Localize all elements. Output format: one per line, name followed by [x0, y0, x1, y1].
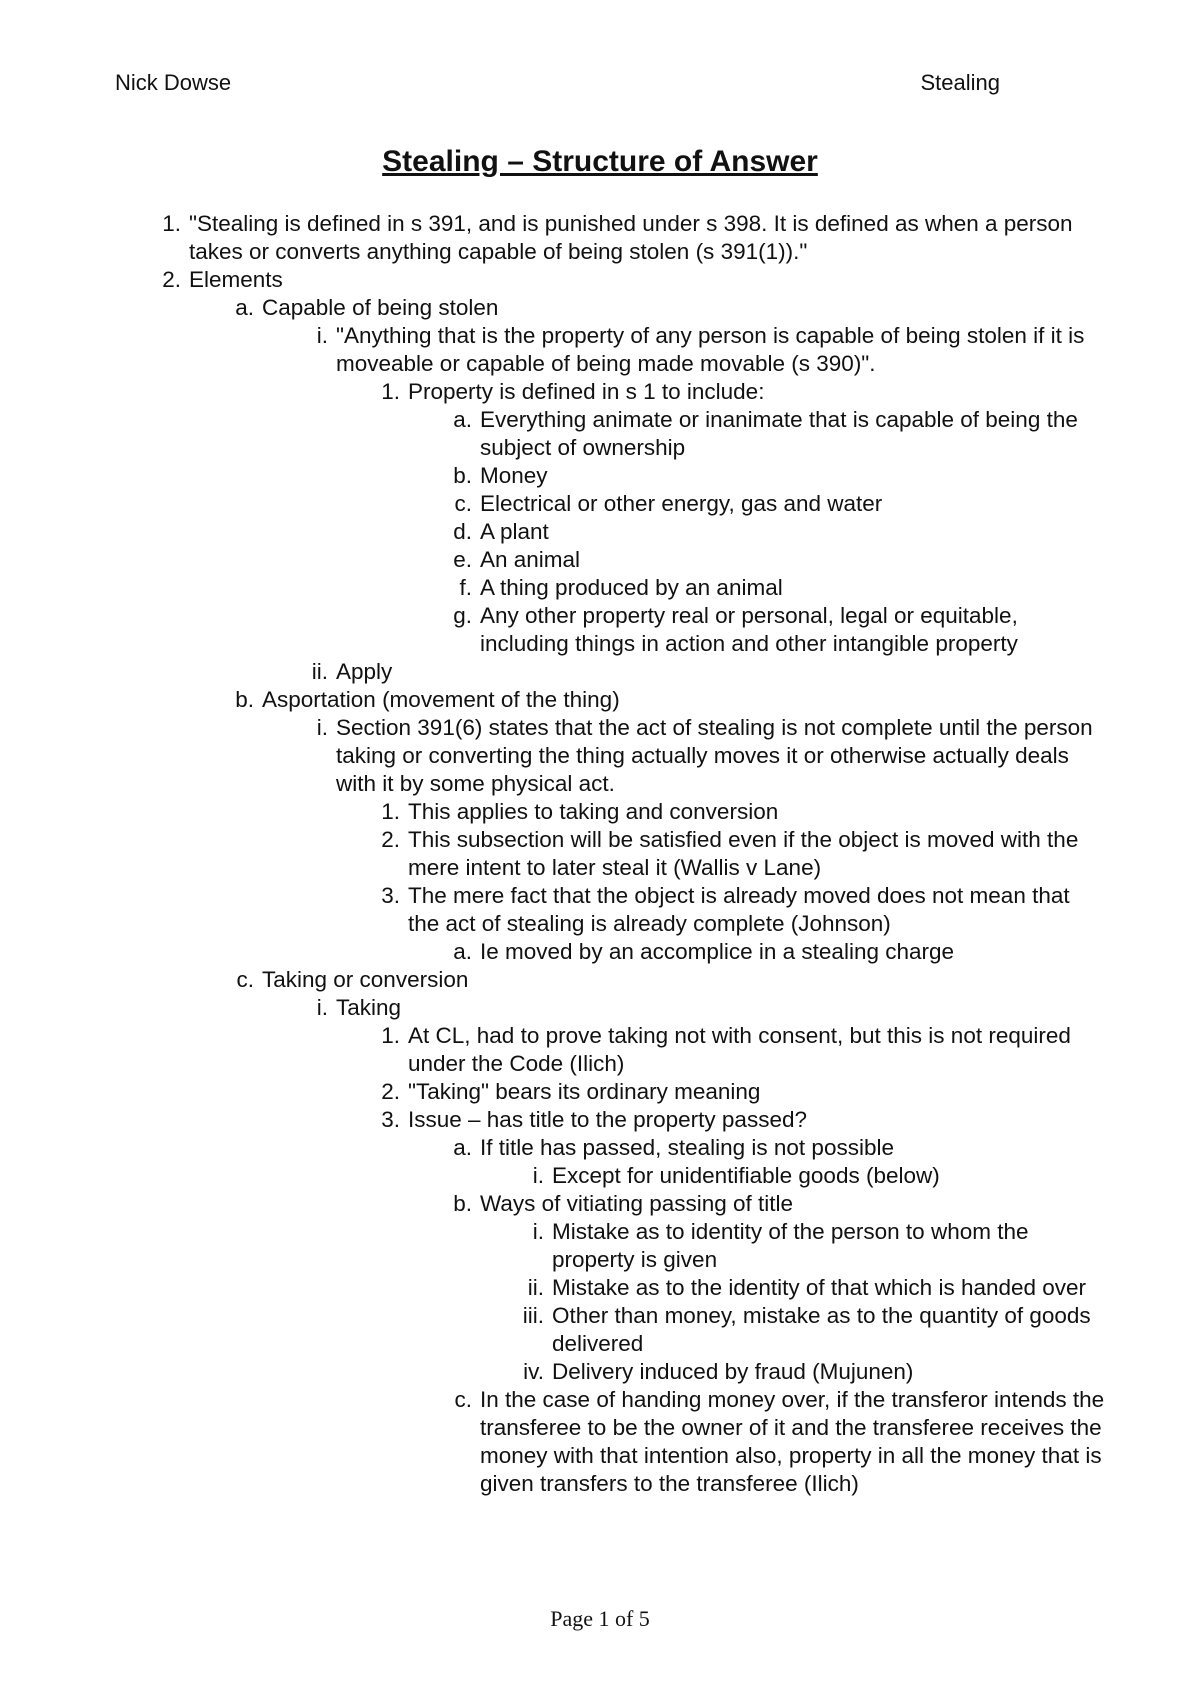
outline-text: Issue – has title to the property passed? — [408, 1107, 807, 1132]
outline-item — [0, 406, 1200, 462]
outline-item — [0, 294, 1200, 322]
document-title: Stealing – Structure of Answer — [382, 145, 818, 178]
outline-marker: 2. — [162, 267, 181, 292]
outline-item — [0, 1358, 1200, 1386]
outline-marker: d. — [453, 519, 472, 544]
outline-marker: iv. — [523, 1359, 544, 1384]
outline-marker: a. — [235, 295, 254, 320]
outline-text: "Stealing is defined in s 391, and is punished under s 398. It is defined as when a person takes or converts anything capable of being stolen (s 391(1))." — [189, 211, 1073, 264]
outline-text: Other than money, mistake as to the quantity of goods delivered — [552, 1303, 1091, 1356]
outline-text: If title has passed, stealing is not possible — [480, 1135, 894, 1160]
outline-text: Mistake as to the identity of that which is handed over — [552, 1275, 1087, 1300]
outline-item — [0, 574, 1200, 602]
outline-marker: ii. — [527, 1275, 544, 1300]
outline-item — [0, 994, 1200, 1022]
outline-text: Except for unidentifiable goods (below) — [552, 1163, 940, 1188]
outline-marker: i. — [532, 1219, 544, 1244]
outline-marker: b. — [453, 463, 472, 488]
outline-item — [0, 1218, 1200, 1274]
outline-marker: i. — [316, 995, 328, 1020]
outline-marker: a. — [453, 1135, 472, 1160]
outline-text: Taking — [336, 995, 402, 1020]
outline-text: An animal — [480, 547, 581, 572]
outline-marker: i. — [316, 323, 328, 348]
outline-text: Mistake as to identity of the person to whom the property is given — [552, 1219, 1029, 1272]
outline-marker: c. — [454, 1387, 472, 1412]
outline-text: Taking or conversion — [262, 967, 469, 992]
outline-item — [0, 1386, 1200, 1498]
outline-marker: 3. — [381, 883, 400, 908]
outline-text: At CL, had to prove taking not with consent, but this is not required under the Code (Ilich) — [408, 1023, 1071, 1076]
outline-item — [0, 1022, 1200, 1078]
outline-marker: a. — [453, 407, 472, 432]
outline-item — [0, 1162, 1200, 1190]
outline-item — [0, 546, 1200, 574]
outline-text: Elements — [189, 267, 283, 292]
outline-item — [0, 322, 1200, 378]
outline-marker: b. — [453, 1191, 472, 1216]
outline-marker: 3. — [381, 1107, 400, 1132]
outline-text: Ways of vitiating passing of title — [480, 1191, 794, 1216]
outline-marker: 2. — [381, 1079, 400, 1104]
outline-item — [0, 658, 1200, 686]
outline-item — [0, 1302, 1200, 1358]
outline-item — [0, 1134, 1200, 1162]
outline-text: Money — [480, 463, 548, 488]
outline-item — [0, 266, 1200, 294]
outline-marker: 1. — [381, 379, 400, 404]
outline-text: This subsection will be satisfied even if the object is moved with the mere intent to later steal it (Wallis v Lane) — [408, 827, 1079, 880]
outline-text: Asportation (movement of the thing) — [262, 687, 620, 712]
outline-marker: b. — [235, 687, 254, 712]
outline-text: Property is defined in s 1 to include: — [408, 379, 765, 404]
outline-item — [0, 462, 1200, 490]
outline-marker: i. — [316, 715, 328, 740]
outline-text: Electrical or other energy, gas and water — [480, 491, 883, 516]
outline-marker: 1. — [381, 1023, 400, 1048]
outline-text: Any other property real or personal, legal or equitable, including things in action and other intangible property — [480, 603, 1018, 656]
outline-marker: 2. — [381, 827, 400, 852]
outline-item — [0, 490, 1200, 518]
outline-item — [0, 714, 1200, 798]
outline-item — [0, 938, 1200, 966]
header-topic: Stealing — [920, 70, 1000, 95]
outline-item — [0, 826, 1200, 882]
outline-item — [0, 1274, 1200, 1302]
outline-marker: c. — [454, 491, 472, 516]
outline-text: "Anything that is the property of any person is capable of being stolen if it is moveable or capable of being made movable (s 390)". — [336, 323, 1085, 376]
outline-marker: g. — [453, 603, 472, 628]
outline-text: This applies to taking and conversion — [408, 799, 779, 824]
outline-text: Delivery induced by fraud (Mujunen) — [552, 1359, 914, 1384]
outline-item — [0, 602, 1200, 658]
outline-text: Ie moved by an accomplice in a stealing charge — [480, 939, 955, 964]
outline-item — [0, 798, 1200, 826]
outline-item — [0, 966, 1200, 994]
outline-text: A thing produced by an animal — [480, 575, 783, 600]
outline-marker: ii. — [311, 659, 328, 684]
outline-text: A plant — [480, 519, 549, 544]
outline-item — [0, 1078, 1200, 1106]
outline-item — [0, 1190, 1200, 1218]
outline-marker: c. — [236, 967, 254, 992]
outline-marker: i. — [532, 1163, 544, 1188]
outline-item — [0, 378, 1200, 406]
outline-marker: 1. — [381, 799, 400, 824]
outline-text: Everything animate or inanimate that is capable of being the subject of ownership — [480, 407, 1078, 460]
outline-marker: f. — [459, 575, 472, 600]
header-author: Nick Dowse — [115, 70, 232, 95]
page-number: Page 1 of 5 — [550, 1606, 650, 1631]
outline-marker: 1. — [162, 211, 181, 236]
outline-item — [0, 210, 1200, 266]
outline-item — [0, 1106, 1200, 1134]
outline-marker: e. — [453, 547, 472, 572]
outline-text: Section 391(6) states that the act of stealing is not complete until the person taking or converting the thing actually moves it or otherwise actually deals with it by some physical act. — [336, 715, 1093, 796]
outline-list — [0, 210, 1200, 1498]
outline-item — [0, 686, 1200, 714]
outline-text: Apply — [336, 659, 393, 684]
outline-text: "Taking" bears its ordinary meaning — [408, 1079, 761, 1104]
outline-marker: iii. — [522, 1303, 544, 1328]
outline-item — [0, 518, 1200, 546]
outline-marker: a. — [453, 939, 472, 964]
outline-text: The mere fact that the object is already moved does not mean that the act of stealing is already complete (Johnson) — [408, 883, 1070, 936]
outline-text: In the case of handing money over, if the transferor intends the transferee to be the owner of it and the transferee receives the money with that intention also, property in all the money that is given transfers to the transferee (Ilich) — [480, 1387, 1105, 1496]
outline-item — [0, 882, 1200, 938]
outline-text: Capable of being stolen — [262, 295, 499, 320]
